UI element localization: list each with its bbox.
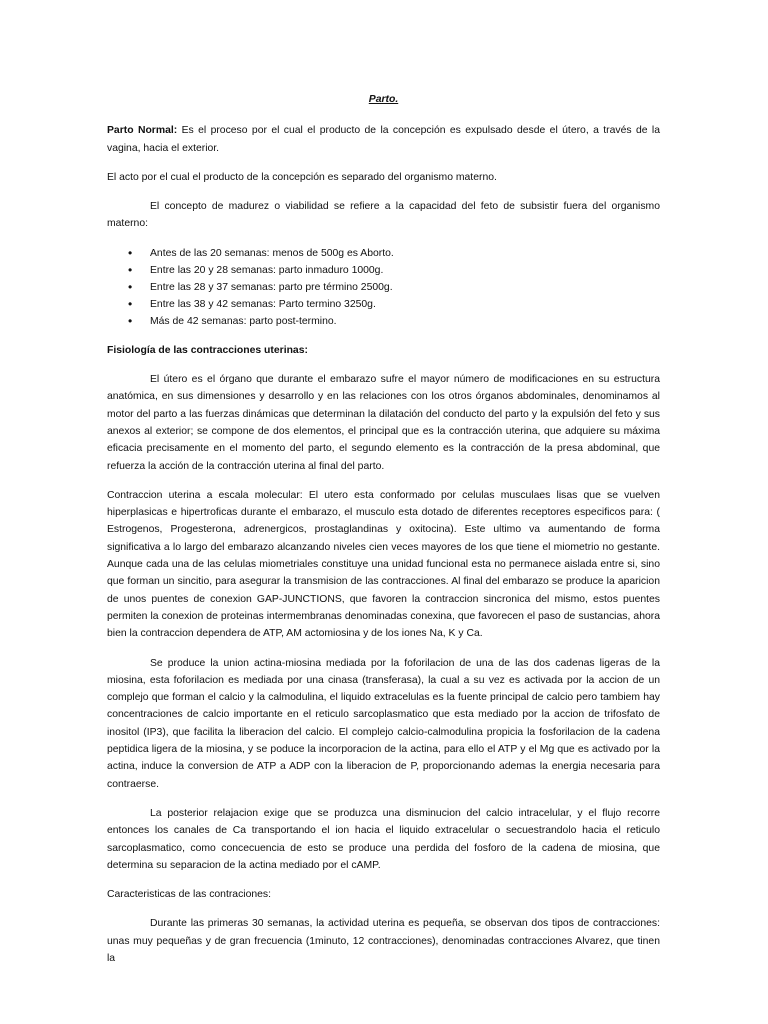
- paragraph-caracteristicas: Caracteristicas de las contraciones:: [107, 889, 272, 901]
- list-item: • Antes de las 20 semanas: menos de 500g es Aborto.: [150, 245, 660, 262]
- paragraph-parto-normal: [107, 122, 660, 157]
- gestation-list: [107, 245, 660, 330]
- paragraph-relajacion: La posterior relajacion exige que se produzca una disminucion del calcio intracelular, y el flujo recorre entonces los canales de Ca transportando el ion hacia el liquido extracelular o secuestrandolo hacia el reticulo sarcoplasmatico, como concecuencia de esto se produce una perdida del fosforo de la cadena de miosina, que determina su separacion de la actina mediado por el cAMP.: [107, 807, 660, 871]
- parto-normal-term: Parto Normal:: [107, 125, 178, 137]
- list-item: • Entre las 38 y 42 semanas: Parto termino 3250g.: [150, 296, 660, 313]
- paragraph-contraccion-molecular: Contraccion uterina a escala molecular: El utero esta conformado por celulas musculaes lisas que se vuelven hiperplasicas e hipertroficas durante el embarazo, el musculo esta dotado de diferentes receptores especificos para: ( Estrogenos, Progesterona, adrenergicos, prostaglandinas y oxitocina). Este ultimo va aumentando de forma significativa a lo largo del embarazo alcanzando niveles cien veces mayores de los que tiene el miometrio no gestante. Aunque cada una de las celulas miometriales constituye una unidad funcional esta no permanece aislada entre si, sino que forman un sincitio, para asegurar la transmision de las contracciones. Al final del embarazo se produce la aparicion de unos puentes de conexion GAP-JUNCTIONS, que favoren la contraccion sincronica del mismo, estos puentes permiten la conexion de proteinas intermembranas denominadas conexina, que favorecen el paso de sustancias, ahora bien la contraccion dependera de ATP, AM actomiosina y de los iones Na, K y Ca.: [107, 489, 660, 640]
- paragraph-primeras-semanas: Durante las primeras 30 semanas, la actividad uterina es pequeña, se observan dos tipos de contracciones: unas muy pequeñas y de gran frecuencia (1minuto, 12 contracciones), denominadas contracciones Alvarez, que tinen la: [107, 918, 660, 964]
- list-item: • Entre las 20 y 28 semanas: parto inmaduro 1000g.: [150, 262, 660, 279]
- paragraph-acto: El acto por el cual el producto de la concepción es separado del organismo materno.: [107, 171, 497, 183]
- paragraph-madurez: El concepto de madurez o viabilidad se refiere a la capacidad del feto de subsistir fuera del organismo materno:: [107, 201, 660, 230]
- list-item: • Entre las 28 y 37 semanas: parto pre término 2500g.: [150, 279, 660, 296]
- parto-normal-definition: Es el proceso por el cual el producto de la concepción es expulsado desde el útero, a través de la vagina, hacia el exterior.: [107, 125, 660, 154]
- document-title: Parto.: [368, 94, 399, 105]
- paragraph-actina-miosina: Se produce la union actina-miosina mediada por la foforilacion de una de las dos cadenas ligeras de la miosina, esta foforilacion es mediada por una cinasa (transferasa), la cual a su vez es activada por la accion de un complejo que forman el calcio y la calmodulina, el liquido extracelulas es la fuente principal de calcio pero tambiem hay concentraciones de calcio importante en el reticulo sarcoplasmatico que esta mediado por la accion de trifosfato de inositol (IP3), que facilita la liberacion del calcio. El complejo calcio-calmodulina propicia la fosforilacion de la cadena peptidica ligera de la miosina, y se poduce la incorporacion de la actina, para ello el ATP y el Mg que es activado por la actina, induce la conversion de ATP a ADP con la liberacion de P, proporcionando ademas la energia necesaria para contraerse.: [107, 657, 660, 790]
- paragraph-utero: El útero es el órgano que durante el embarazo sufre el mayor número de modificaciones en su estructura anatómica, en sus dimensiones y desarrollo y en las relaciones con los otros órganos abdominales, denominamos al motor del parto a las fuerzas dinámicas que determinan la dilatación del conducto del parto y la expulsión del feto y sus anexos al exterior; se compone de dos elementos, el principal que es la contracción uterina, que adquiere su máxima eficacia precisamente en el momento del parto, el segundo elemento es la contracción de la presa abdominal, que refuerza la acción de la contracción uterina al final del parto.: [107, 374, 660, 472]
- section-heading: Fisiología de las contracciones uterinas:: [107, 344, 308, 356]
- list-item: • Más de 42 semanas: parto post-termino.: [150, 313, 660, 330]
